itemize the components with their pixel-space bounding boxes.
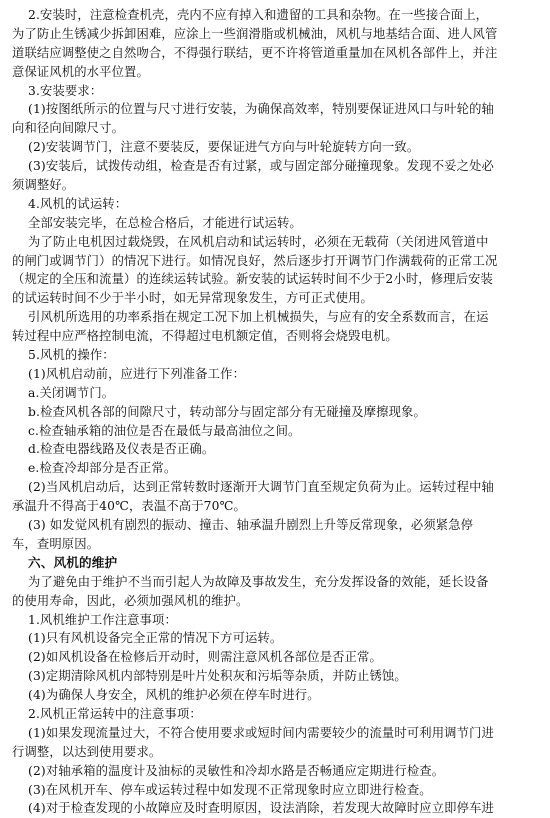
text-line: a.关闭调节门。 [28,385,115,400]
text-line: 行调整，以达到使用要求。 [12,744,162,759]
text-line: c.检查轴承箱的油位是否在最低与最高油位之间。 [28,423,301,438]
text-line: 为了避免由于维护不当而引起人为故障及事故发生，充分发挥设备的效能，延长设备 [28,574,489,589]
text-line: （规定的全压和流量）的连续运转试验。新安装的试运转时间不少于2小时，修理后安装 [12,272,493,287]
text-line: d.检查电器线路及仪表是否正确。 [28,442,215,457]
text-line: 的试运转时间不少于半小时，如无异常现象发生，方可正式使用。 [12,291,373,306]
text-line: 5.风机的操作： [28,348,115,363]
text-line: (2)安装调节门，注意不要装反，要保证进气方向与叶轮旋转方向一致。 [28,140,420,155]
text-line: (4)为确保人身安全，风机的维护必须在停车时进行。 [28,688,320,703]
text-line: (1)只有风机设备完全正常的情况下方可运转。 [28,631,283,646]
text-line: 2.安装时，注意检查机壳，壳内不应有掉入和遗留的工具和杂物。在一些接合面上， [28,8,489,22]
section-heading: 六、风机的维护 [28,554,118,570]
text-line: (3)定期清除风机内部特别是叶片处积灰和污垢等杂质，并防止锈蚀。 [28,669,407,684]
text-line: 意保证风机的水平位置。 [12,64,149,79]
text-line: 转过程中应严格控制电流，不得超过电机额定值，否则将会烧毁电机。 [12,329,398,344]
text-line: (2)如风机设备在检修后开动时，则需注意风机各部位是否正常。 [28,650,382,665]
text-line: (3)在风机开车、停车或运转过程中如发现不正常现象时应立即进行检查。 [28,782,432,797]
text-line: (4)对于检查发现的小故障应及时查明原因，设法消除，若发现大故障时应立即停车进 [28,801,494,816]
text-line: 2.风机正常运转中的注意事项： [28,706,202,721]
text-line: (1)风机启动前，应进行下列准备工作： [28,366,246,381]
text-line: 1.风机维护工作注意事项： [28,612,177,627]
text-line: 为了防止电机因过载烧毁，在风机启动和试运转时，必须在无载荷（关闭进风管道中 [28,234,489,249]
text-line: 为了防止生锈减少拆卸困难，应涂上一些润滑脂或机械油，风机与地基结合面、进人风管 [12,26,498,41]
text-line: e.检查冷却部分是否正常。 [28,461,177,476]
text-line: 全部安装完毕，在总检合格后，才能进行试运转。 [28,215,302,230]
text-line: (1)如果发现流量过大，不符合使用要求或短时间内需要较少的流量时可利用调节门进 [28,725,494,740]
text-line: 4.风机的试运转： [28,196,128,211]
text-line: 的使用寿命，因此，必须加强风机的维护。 [12,593,249,608]
text-line: 3.安装要求： [28,83,103,98]
text-line: 的闸门或调节门）的情况下进行。如情况良好，然后逐步打开调节门作满载荷的正常工况 [12,253,498,268]
text-line: 车，查明原因。 [12,536,100,551]
text-line: (3) 如发觉风机有剧烈的振动、撞击、轴承温升剧烈上升等反常现象，必须紧急停 [28,518,474,533]
text-line: 承温升不得高于40℃，表温不高于70℃。 [12,499,246,514]
text-line: 须调整好。 [12,178,75,193]
text-line: (2)当风机启动后，达到正常转数时逐渐开大调节门直至规定负荷为止。运转过程中轴 [28,480,494,495]
text-line: 向和径向间隙尺寸。 [12,121,125,136]
text-line: b.检查风机各部的间隙尺寸，转动部分与固定部分有无碰撞及摩擦现象。 [28,404,426,419]
text-line: (2)对轴承箱的温度计及油标的灵敏性和冷却水路是否畅通应定期进行检查。 [28,763,445,778]
text-line: (1)按图纸所示的位置与尺寸进行安装，为确保高效率，特别要保证进风口与叶轮的轴 [28,102,494,117]
text-line: 道联结应调整使之自然吻合，不得强行联结，更不许将管道重量加在风机各部件上，并注 [12,45,498,60]
text-line: 引风机所选用的功率系指在规定工况下加上机械损失，与应有的安全系数而言，在运 [28,310,489,325]
text-line: (3)安装后，试拨传动组，检查是否有过紧，或与固定部分碰撞现象。发现不妥之处必 [28,159,494,174]
